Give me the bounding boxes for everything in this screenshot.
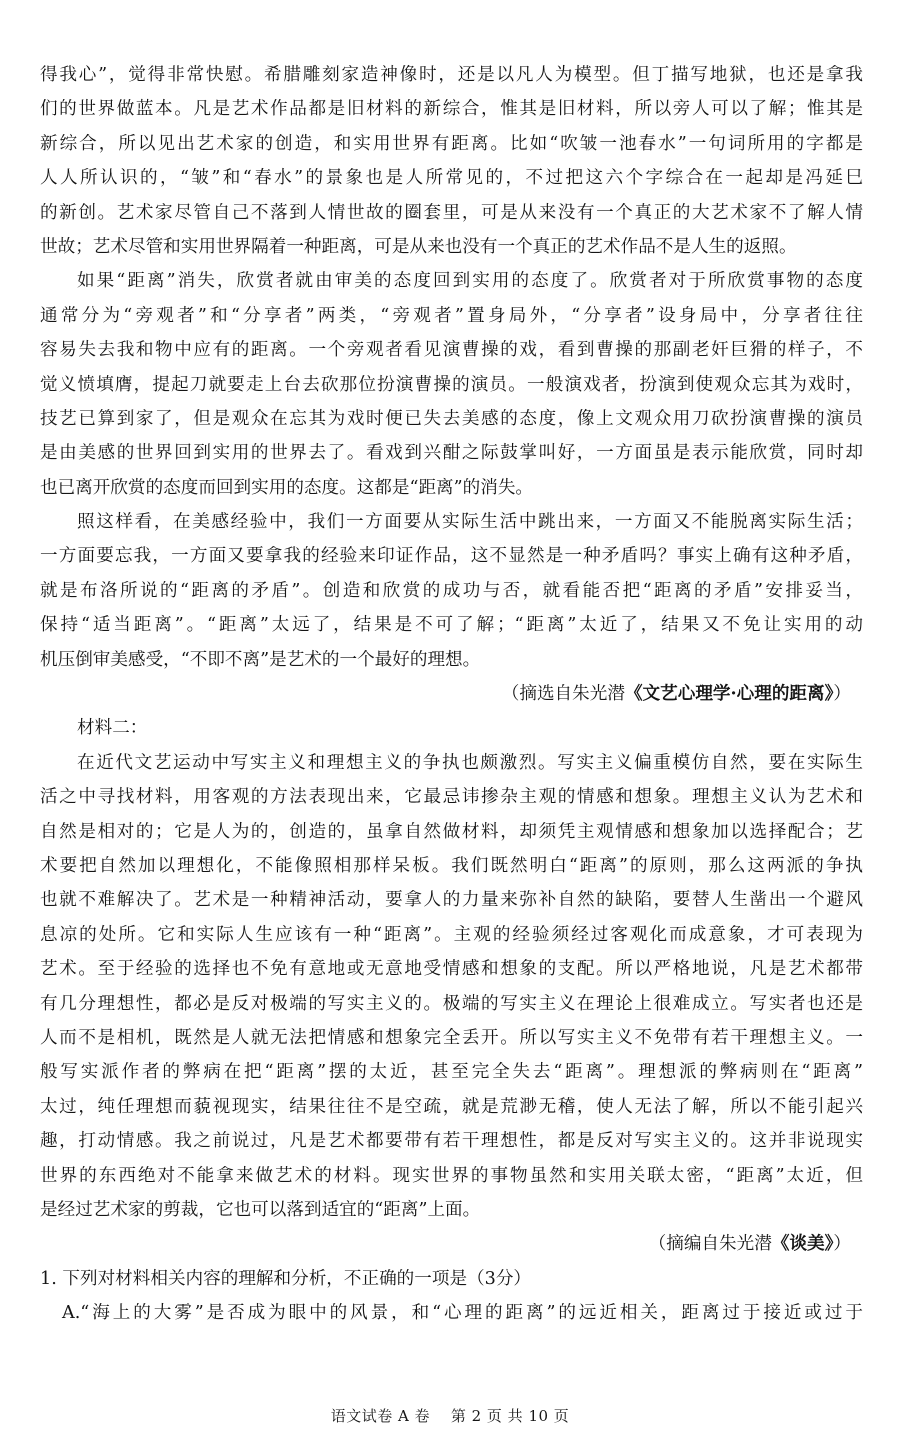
page-footer: 语文试卷 A 卷 第 2 页 共 10 页	[330, 1407, 570, 1425]
text-line: 艺术。至于经验的选择也不免有意地或无意地受情感和想象的支配。所以严格地说，凡是艺术都带	[40, 959, 863, 980]
paragraph-1	[40, 58, 863, 264]
text-line: 趣，打动情感。我之前说过，凡是艺术都要带有若干理想性，都是反对写实主义的。这并非说现实	[40, 1131, 863, 1152]
question-option-a: A.“海上的大雾”是否成为眼中的风景，和“心理的距离”的远近相关，距离过于接近或过于	[62, 1303, 863, 1324]
source-suffix: ）	[833, 684, 851, 705]
paragraph-4	[40, 746, 863, 1227]
text-line: 是经过艺术家的剪裁，它也可以落到适宜的“距离”上面。	[40, 1199, 481, 1220]
text-line: 世界的东西绝对不能拿来做艺术的材料。现实世界的事物虽然和实用关联太密，“距离”太近，但	[40, 1165, 863, 1186]
source-book-title: 《文艺心理学·心理的距离》	[624, 683, 834, 705]
text-line: 一方面要忘我，一方面又要拿我的经验来印证作品，这不显然是一种矛盾吗？事实上确有这种矛盾，	[40, 546, 863, 567]
question-stem: 1. 下列对材料相关内容的理解和分析，不正确的一项是（3分）	[40, 1268, 532, 1289]
text-line: 人人所认识的，“皱”和“春水”的景象也是人所常见的，不过把这六个字综合在一起却是冯延巳	[40, 168, 863, 189]
text-line: 自然是相对的；它是人为的，创造的，虽拿自然做材料，却须凭主观情感和想象加以选择配合；艺	[40, 821, 863, 842]
text-line: 在近代文艺运动中写实主义和理想主义的争执也颇激烈。写实主义偏重模仿自然，要在实际生	[77, 752, 863, 773]
text-line: 照这样看，在美感经验中，我们一方面要从实际生活中跳出来，一方面又不能脱离实际生活；	[77, 512, 863, 533]
source-citation-2	[40, 1227, 863, 1261]
text-line: 的新创。艺术家尽管自己不落到人情世故的圈套里，可是从来没有一个真正的大艺术家不了解人情	[40, 202, 863, 223]
paragraph-3	[40, 505, 863, 677]
source-suffix: ）	[833, 1234, 851, 1255]
text-line: 有几分理想性，都必是反对极端的写实主义的。极端的写实主义在理论上很难成立。写实者也还是	[40, 993, 863, 1014]
source-prefix: （摘选自朱光潜	[501, 684, 625, 705]
text-line: 术要把自然加以理想化，不能像照相那样呆板。我们既然明白“距离”的原则，那么这两派的争执	[40, 855, 863, 876]
text-line: 如果“距离”消失，欣赏者就由审美的态度回到实用的态度了。欣赏者对于所欣赏事物的态度	[77, 271, 863, 292]
text-line: 世故；艺术尽管和实用世界隔着一种距离，可是从来也没有一个真正的艺术作品不是人生的返照。	[40, 236, 797, 257]
source-book-title: 《谈美》	[771, 1233, 834, 1255]
text-line: 保持“适当距离”。“距离”太远了，结果是不可了解；“距离”太近了，结果又不免让实用的动	[40, 615, 863, 636]
source-prefix: （摘编自朱光潜	[648, 1234, 772, 1255]
text-line: 息凉的处所。它和实际人生应该有一种“距离”。主观的经验须经过客观化而成意象，才可表现为	[40, 924, 863, 945]
text-line: 们的世界做蓝本。凡是艺术作品都是旧材料的新综合，惟其是旧材料，所以旁人可以了解；惟其是	[40, 99, 863, 120]
text-line: 就是布洛所说的“距离的矛盾”。创造和欣赏的成功与否，就看能否把“距离的矛盾”安排妥当，	[40, 580, 863, 601]
text-line: 太过，纯任理想而藐视现实，结果往往不是空疏，就是荒渺无稽，使人无法了解，所以不能引起兴	[40, 1096, 863, 1117]
source-citation-1	[40, 677, 863, 711]
text-line: 通常分为“旁观者”和“分享者”两类，“旁观者”置身局外，“分享者”设身局中，分享者往往	[40, 305, 863, 326]
text-line: 活之中寻找材料，用客观的方法表现出来，它最忌讳掺杂主观的情感和想象。理想主义认为艺术和	[40, 787, 863, 808]
paragraph-2	[40, 264, 863, 505]
text-line: 觉义愤填膺，提起刀就要走上台去砍那位扮演曹操的演员。一般演戏者，扮演到使观众忘其为戏时，	[40, 374, 863, 395]
page-content	[40, 58, 863, 1330]
text-line: 得我心”，觉得非常快慰。希腊雕刻家造神像时，还是以凡人为模型。但丁描写地狱，也还是拿我	[40, 65, 863, 85]
text-line: 也就不难解决了。艺术是一种精神活动，要拿人的力量来弥补自然的缺陷，要替人生凿出一个避风	[40, 890, 863, 911]
text-line: 容易失去我和物中应有的距离。一个旁观者看见演曹操的戏，看到曹操的那副老奸巨猾的样子，不	[40, 340, 863, 361]
text-line: 也已离开欣赏的态度而回到实用的态度。这都是“距离”的消失。	[40, 477, 534, 498]
question-1	[40, 1262, 863, 1331]
text-line: 般写实派作者的弊病在把“距离”摆的太近，甚至完全失去“距离”。理想派的弊病则在“距离”	[40, 1062, 863, 1083]
text-line: 是由美感的世界回到实用的世界去了。看戏到兴酣之际鼓掌叫好，一方面虽是表示能欣赏，同时却	[40, 443, 863, 464]
text-line: 新综合，所以见出艺术家的创造，和实用世界有距离。比如“吹皱一池春水”一句词所用的字都是	[40, 133, 863, 154]
text-line: 机压倒审美感受，“不即不离”是艺术的一个最好的理想。	[40, 649, 481, 670]
material-2-heading: 材料二：	[77, 718, 148, 739]
text-line: 人而不是相机，既然是人就无法把情感和想象完全丢开。所以写实主义不免带有若干理想主义。一	[40, 1027, 863, 1048]
text-line: 技艺已算到家了，但是观众在忘其为戏时便已失去美感的态度，像上文观众用刀砍扮演曹操的演员	[40, 408, 863, 429]
